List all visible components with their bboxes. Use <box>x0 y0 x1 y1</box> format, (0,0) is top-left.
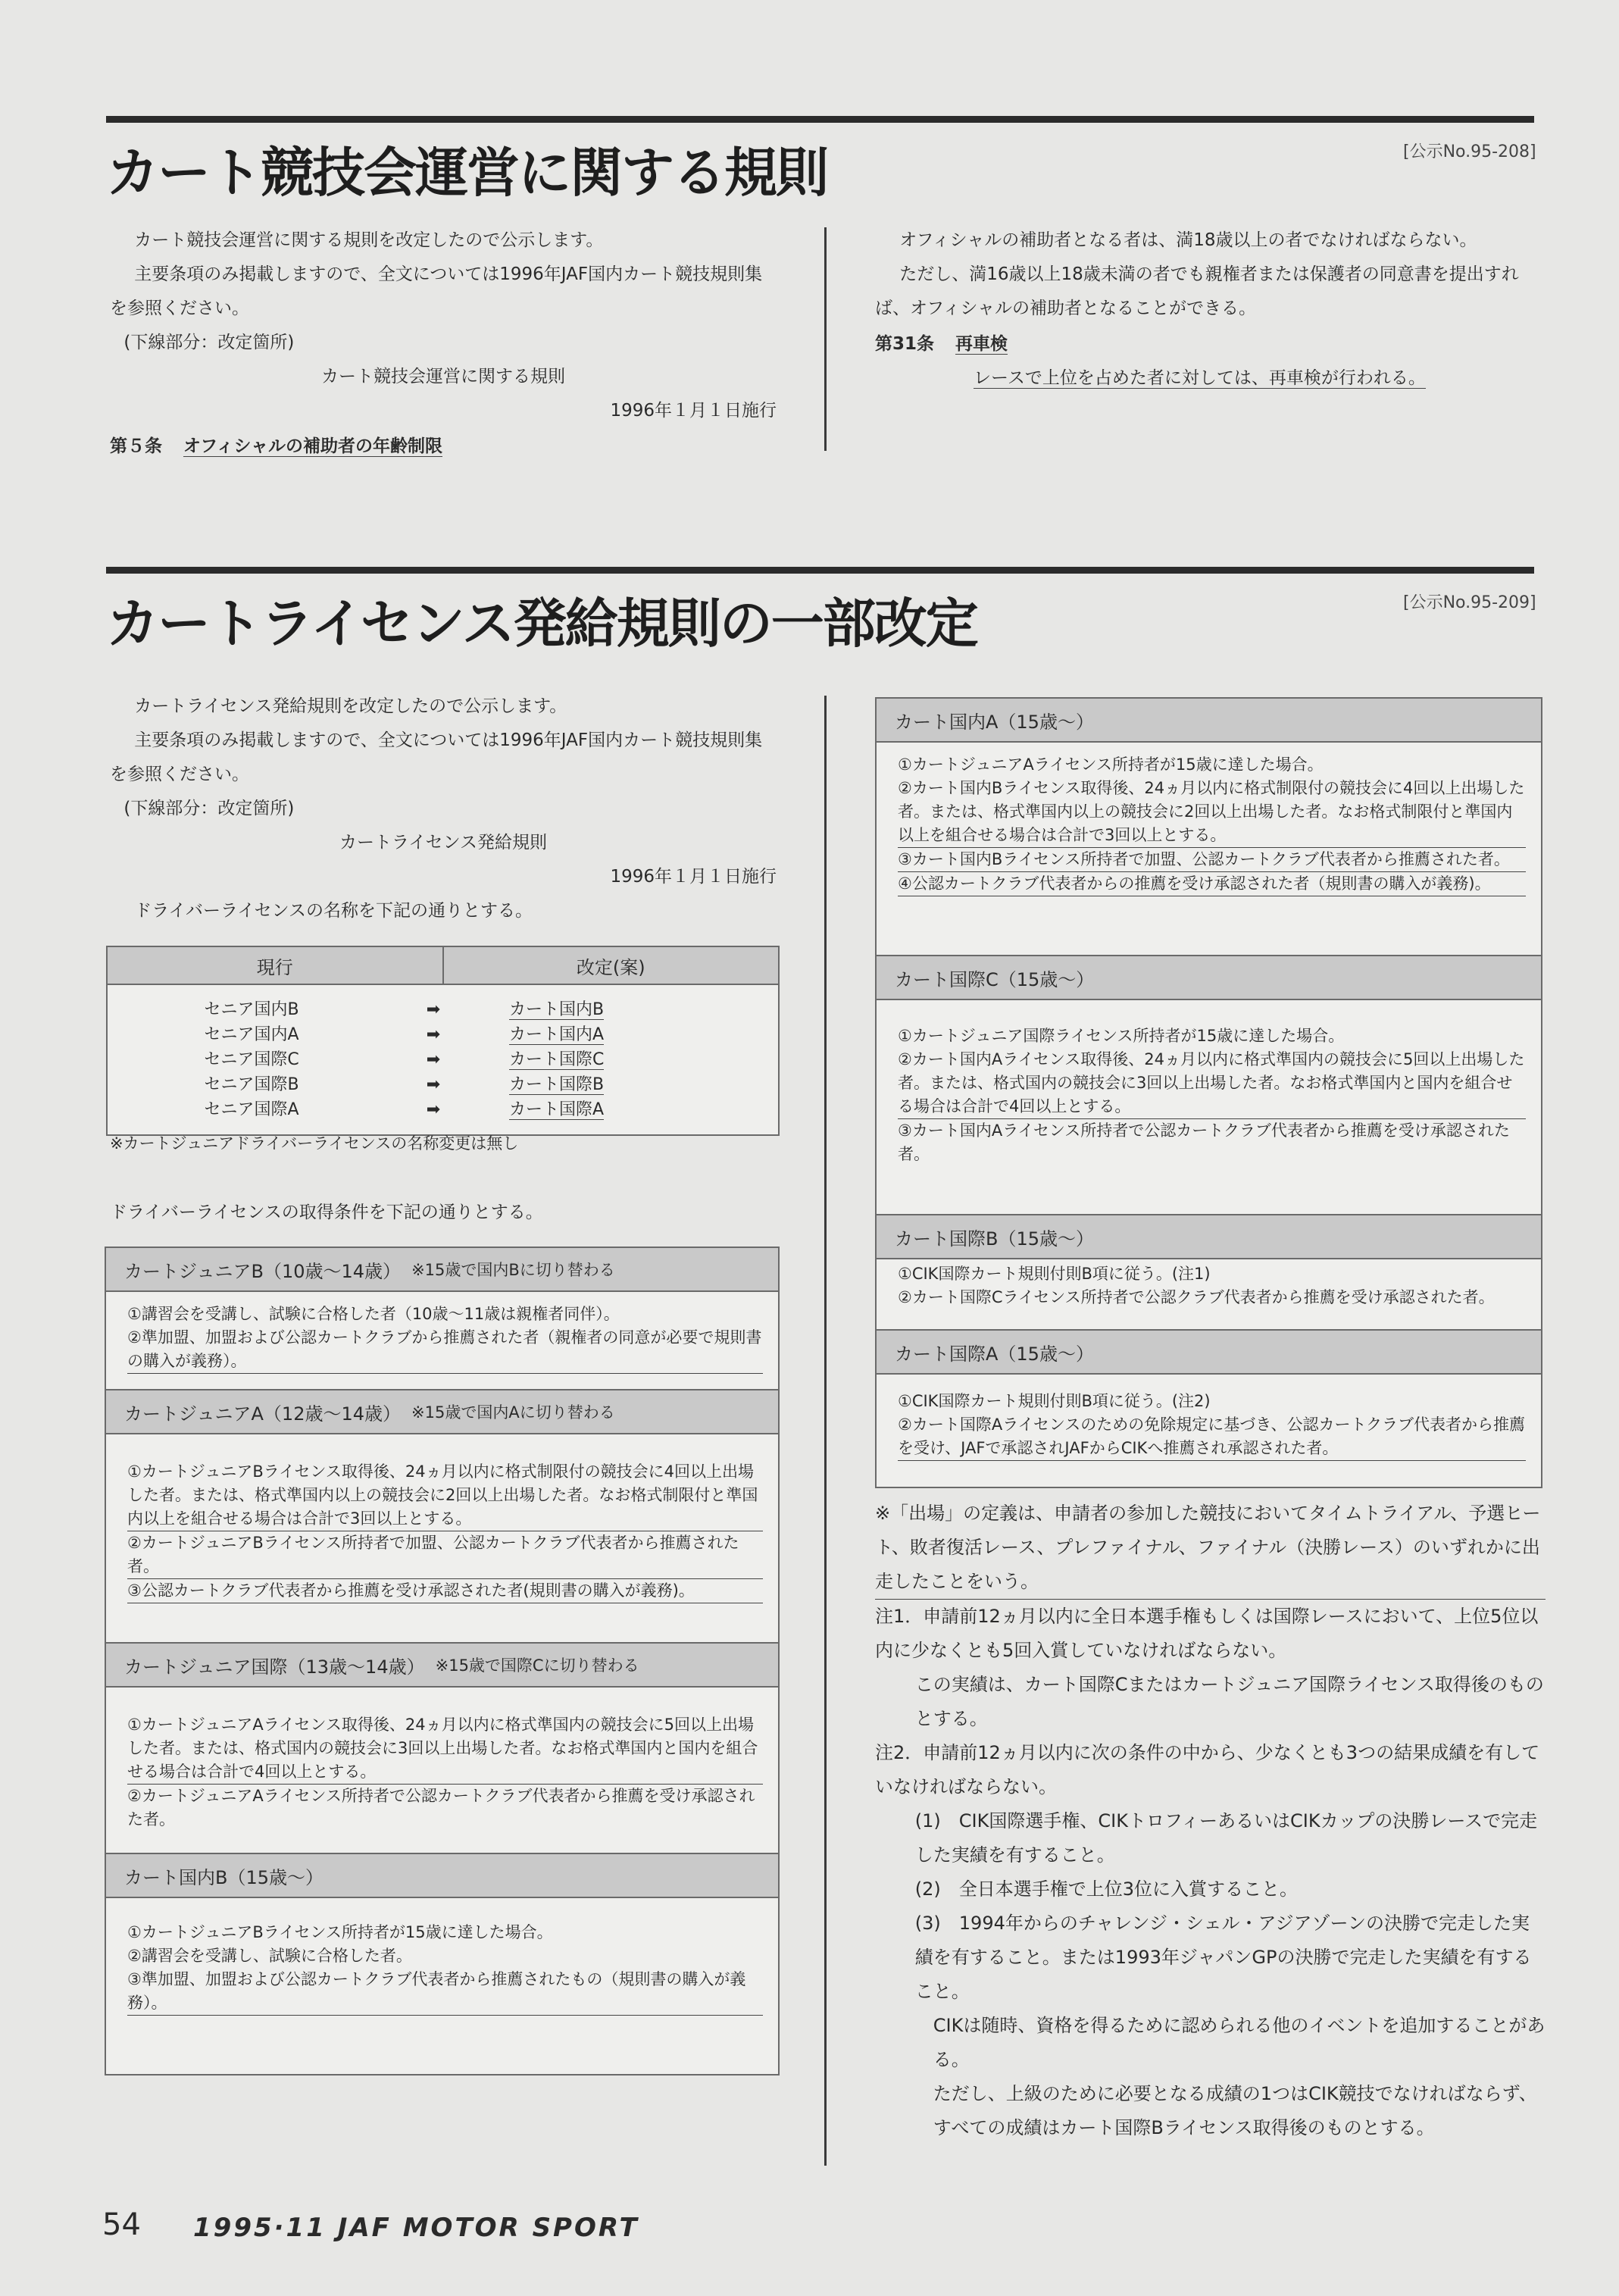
section1-right-para2: ただし、満16歳以上18歳未満の者でも親権者または保護者の同意書を提出すれば、オフィシャルの補助者となることができる。 <box>875 264 1519 318</box>
junior-intl-heading <box>106 1642 778 1688</box>
section2-effective-date: 1996年１月１日施行 <box>610 867 777 887</box>
section2-intro2: 主要条項のみ掲載しますので、全文については1996年JAF国内カート競技規則集を参照ください。 <box>110 730 763 784</box>
arrow-right-icon: ➡ <box>426 1050 441 1069</box>
list-item: ①カートジュニアAライセンス取得後、24ヵ月以内に格式準国内の競技会に5回以上出場した者。または、格式国内の競技会に3回以上出場した者。なお格式準国内と国内を組合せる場合は合計で4回以上とする。 <box>127 1713 763 1785</box>
section2-intro1: カートライセンス発給規則を改定したので公示します。 <box>134 696 567 716</box>
list-item: ③準加盟、加盟および公認カートクラブ代表者から推薦されたもの（規則書の購入が義務）。 <box>127 1968 763 2016</box>
article31-title: 再車検 <box>955 334 1008 354</box>
section1-intro2: 主要条項のみ掲載しますので、全文については1996年JAF国内カート競技規則集を参照ください。 <box>110 264 763 318</box>
section1-notice-number: [公示No.95-208] <box>1403 142 1536 161</box>
section1-reg-title: カート競技会運営に関する規則 <box>321 367 565 386</box>
current-name: セニア国内B <box>204 1000 299 1019</box>
column-current: 現行 <box>108 947 444 984</box>
note2-item1: (1) CIK国際選手権、CIKトロフィーあるいはCIKカップの決勝レースで完走した実績を有すること。 <box>914 1810 1538 1866</box>
notes-block <box>875 1497 1546 2145</box>
magazine-footer: 1995·11 JAF MOTOR SPORT <box>193 2213 639 2243</box>
domestic-a-body <box>877 743 1541 955</box>
current-name: セニア国内A <box>204 1025 299 1044</box>
section2-intro-block <box>110 690 777 928</box>
revised-name: カート国際B <box>509 1075 605 1094</box>
right-conditions-panel <box>875 697 1542 1488</box>
conditions-intro: ドライバーライセンスの取得条件を下記の通りとする。 <box>110 1203 543 1222</box>
list-item: ②カート国内Aライセンス取得後、24ヵ月以内に格式準国内の競技会に5回以上出場した者。または、格式国内の競技会に3回以上出場した者。なお格式準国内と国内を組合せる場合は合計で4回以上とする。 <box>898 1048 1526 1119</box>
list-item: ③公認カートクラブ代表者から推薦を受け承認された者(規則書の購入が義務)。 <box>127 1579 763 1603</box>
note2-item2: (2) 全日本選手権で上位3位に入賞すること。 <box>914 1878 1299 1900</box>
intl-b-heading <box>877 1214 1541 1259</box>
section1-title: カート競技会運営に関する規則 <box>106 142 827 204</box>
list-item: ②カート国内Bライセンス取得後、24ヵ月以内に格式制限付の競技会に4回以上出場した者。または、格式準国内以上の競技会に2回以上出場した者。なお格式制限付と準国内以上を組合せる場合は合計で3回以上とする。 <box>898 777 1526 848</box>
domestic-b-title: カート国内B（15歳〜） <box>124 1866 324 1888</box>
table-row <box>108 997 778 1022</box>
list-item: ①カートジュニアAライセンス所持者が15歳に達した場合。 <box>898 755 1324 774</box>
arrow-right-icon: ➡ <box>426 1025 441 1044</box>
list-item: ①カートジュニア国際ライセンス所持者が15歳に達した場合。 <box>898 1027 1345 1045</box>
list-item: ②カート国際Cライセンス所持者で公認クラブ代表者から推薦を受け承認された者。 <box>898 1288 1495 1306</box>
intl-b-title: カート国際B（15歳〜） <box>895 1228 1095 1250</box>
revised-name: カート国内B <box>509 1000 605 1019</box>
revised-name: カート国際A <box>509 1100 605 1119</box>
left-conditions-panel <box>105 1247 780 2075</box>
junior-a-heading <box>106 1389 778 1434</box>
list-item: ②カート国際Aライセンスのための免除規定に基づき、公認カートクラブ代表者から推薦を受け、JAFで承認されJAFからCIKへ推薦され承認された者。 <box>898 1413 1526 1461</box>
intl-b-body <box>877 1259 1541 1329</box>
note2-text: 注2．申請前12ヵ月以内に次の条件の中から、少なくとも3つの結果成績を有していなければならない。 <box>875 1742 1540 1797</box>
section1-right-column <box>875 224 1546 396</box>
table-note: ※カートジュニアドライバーライセンスの名称変更は無し <box>110 1134 519 1153</box>
article31-heading <box>875 327 1546 361</box>
domestic-b-heading <box>106 1853 778 1898</box>
article5-title: オフィシャルの補助者の年齢制限 <box>183 436 443 456</box>
section2-notice-number: [公示No.95-209] <box>1403 593 1536 612</box>
domestic-b-body <box>106 1898 778 2023</box>
license-name-table-header <box>108 947 778 985</box>
arrow-right-icon: ➡ <box>426 1075 441 1094</box>
table-row <box>108 1047 778 1072</box>
intl-c-heading <box>877 955 1541 1000</box>
domestic-a-heading <box>877 699 1541 743</box>
page-number: 54 <box>102 2207 141 2242</box>
junior-a-title: カートジュニアA（12歳〜14歳） <box>124 1403 402 1425</box>
list-item: ①カートジュニアBライセンス取得後、24ヵ月以内に格式制限付の競技会に4回以上出場した者。または、格式準国内以上の競技会に2回以上出場した者。なお格式制限付と準国内以上を組合せる場合は合計で3回以上とする。 <box>127 1460 763 1531</box>
note1-text: 注1．申請前12ヵ月以内に全日本選手権もしくは国際レースにおいて、上位5位以内に少なくとも5回入賞していなければならない。 <box>875 1606 1539 1661</box>
domestic-a-title: カート国内A（15歳〜） <box>895 711 1094 733</box>
section2-reg-title: カートライセンス発給規則 <box>339 833 547 852</box>
section1-effective-date: 1996年１月１日施行 <box>610 401 777 421</box>
list-item: ③カート国内Aライセンス所持者で公認カートクラブ代表者から推薦を受け承認された者。 <box>898 1121 1510 1163</box>
junior-b-body <box>106 1292 778 1389</box>
list-item: ③カート国内Bライセンス所持者で加盟、公認カートクラブ代表者から推薦された者。 <box>898 848 1526 872</box>
list-item: ②準加盟、加盟および公認カートクラブから推薦された者（親権者の同意が必要で規則書の購入が義務）。 <box>127 1326 763 1374</box>
table-row <box>108 1022 778 1047</box>
shutsujo-definition: ※「出場」の定義は、申請者の参加した競技においてタイムトライアル、予選ヒート、敗者復活レース、プレファイナル、ファイナル（決勝レース）のいずれかに出走したことをいう。 <box>875 1497 1546 1600</box>
section1-right-para1: オフィシャルの補助者となる者は、満18歳以上の者でなければならない。 <box>899 230 1477 250</box>
current-name: セニア国際A <box>204 1100 299 1119</box>
list-item: ①講習会を受講し、試験に合格した者（10歳〜11歳は親権者同伴）。 <box>127 1305 620 1323</box>
intl-a-heading <box>877 1329 1541 1375</box>
list-item: ①CIK国際カート規則付則B項に従う。(注1) <box>898 1265 1211 1283</box>
section2-top-rule <box>106 567 1534 574</box>
article31-text: レースで上位を占めた者に対しては、再車検が行われる。 <box>974 368 1426 388</box>
article5-heading <box>110 430 777 464</box>
junior-b-subnote: ※15歳で国内Bに切り替わる <box>411 1261 615 1279</box>
revised-name: カート国際C <box>509 1050 605 1069</box>
table-row <box>108 1072 778 1097</box>
arrow-right-icon: ➡ <box>426 1100 441 1119</box>
license-name-table <box>106 946 780 1136</box>
section1-column-divider <box>824 227 827 451</box>
junior-intl-title: カートジュニア国際（13歳〜14歳） <box>124 1656 425 1678</box>
junior-b-title: カートジュニアB（10歳〜14歳） <box>124 1260 402 1282</box>
list-item: ②講習会を受講し、試験に合格した者。 <box>127 1947 412 1965</box>
junior-intl-subnote: ※15歳で国際Cに切り替わる <box>435 1656 639 1675</box>
junior-intl-body <box>106 1688 778 1853</box>
intl-a-body <box>877 1375 1541 1469</box>
arrow-right-icon: ➡ <box>426 1000 441 1019</box>
list-item: ②カートジュニアAライセンス所持者で公認カートクラブ代表者から推薦を受け承認された者。 <box>127 1787 755 1828</box>
section2-column-divider <box>824 696 827 2166</box>
section2-title: カートライセンス発給規則の一部改定 <box>106 593 977 655</box>
note1-continuation: この実績は、カート国際Cまたはカートジュニア国際ライセンス取得後のものとする。 <box>914 1674 1544 1729</box>
intl-c-title: カート国際C（15歳〜） <box>895 968 1095 990</box>
section2-intro3: (下線部分：改定箇所) <box>123 799 295 818</box>
list-item: ①CIK国際カート規則付則B項に従う。(注2) <box>898 1392 1211 1410</box>
section1-left-column <box>110 224 777 464</box>
revised-name: カート国内A <box>509 1025 605 1044</box>
note2-item3: (3) 1994年からのチャレンジ・シェル・アジアゾーンの決勝で完走した実績を有すること。または1993年ジャパンGPの決勝で完走した実績を有すること。 <box>914 1913 1532 2002</box>
note2-requirement: ただし、上級のために必要となる成績の1つはCIK競技でなければならず、すべての成績はカート国際Bライセンス取得後のものとする。 <box>933 2083 1537 2138</box>
intl-c-body <box>877 1000 1541 1214</box>
current-name: セニア国際B <box>204 1075 299 1094</box>
section1-top-rule <box>106 116 1534 123</box>
list-item: ④公認カートクラブ代表者からの推薦を受け承認された者（規則書の購入が義務)。 <box>898 872 1526 896</box>
column-revised: 改定(案) <box>576 956 645 978</box>
note2-cik-addition: CIKは随時、資格を得るために認められる他のイベントを追加することがある。 <box>933 2015 1546 2070</box>
junior-a-subnote: ※15歳で国内Aに切り替わる <box>411 1403 615 1422</box>
license-names-intro: ドライバーライセンスの名称を下記の通りとする。 <box>134 901 533 921</box>
junior-a-body <box>106 1434 778 1642</box>
section1-intro1: カート競技会運営に関する規則を改定したので公示します。 <box>134 230 604 250</box>
list-item: ①カートジュニアBライセンス所持者が15歳に達した場合。 <box>127 1923 553 1941</box>
article5-number: 第５条 <box>110 436 162 456</box>
junior-b-heading <box>106 1248 778 1292</box>
list-item: ②カートジュニアBライセンス所持者で加盟、公認カートクラブ代表者から推薦された者。 <box>127 1531 763 1579</box>
intl-a-title: カート国際A（15歳〜） <box>895 1343 1094 1365</box>
article31-number: 第31条 <box>875 334 935 354</box>
current-name: セニア国際C <box>204 1050 299 1069</box>
table-row <box>108 1097 778 1122</box>
section1-intro3: (下線部分：改定箇所) <box>123 333 295 352</box>
